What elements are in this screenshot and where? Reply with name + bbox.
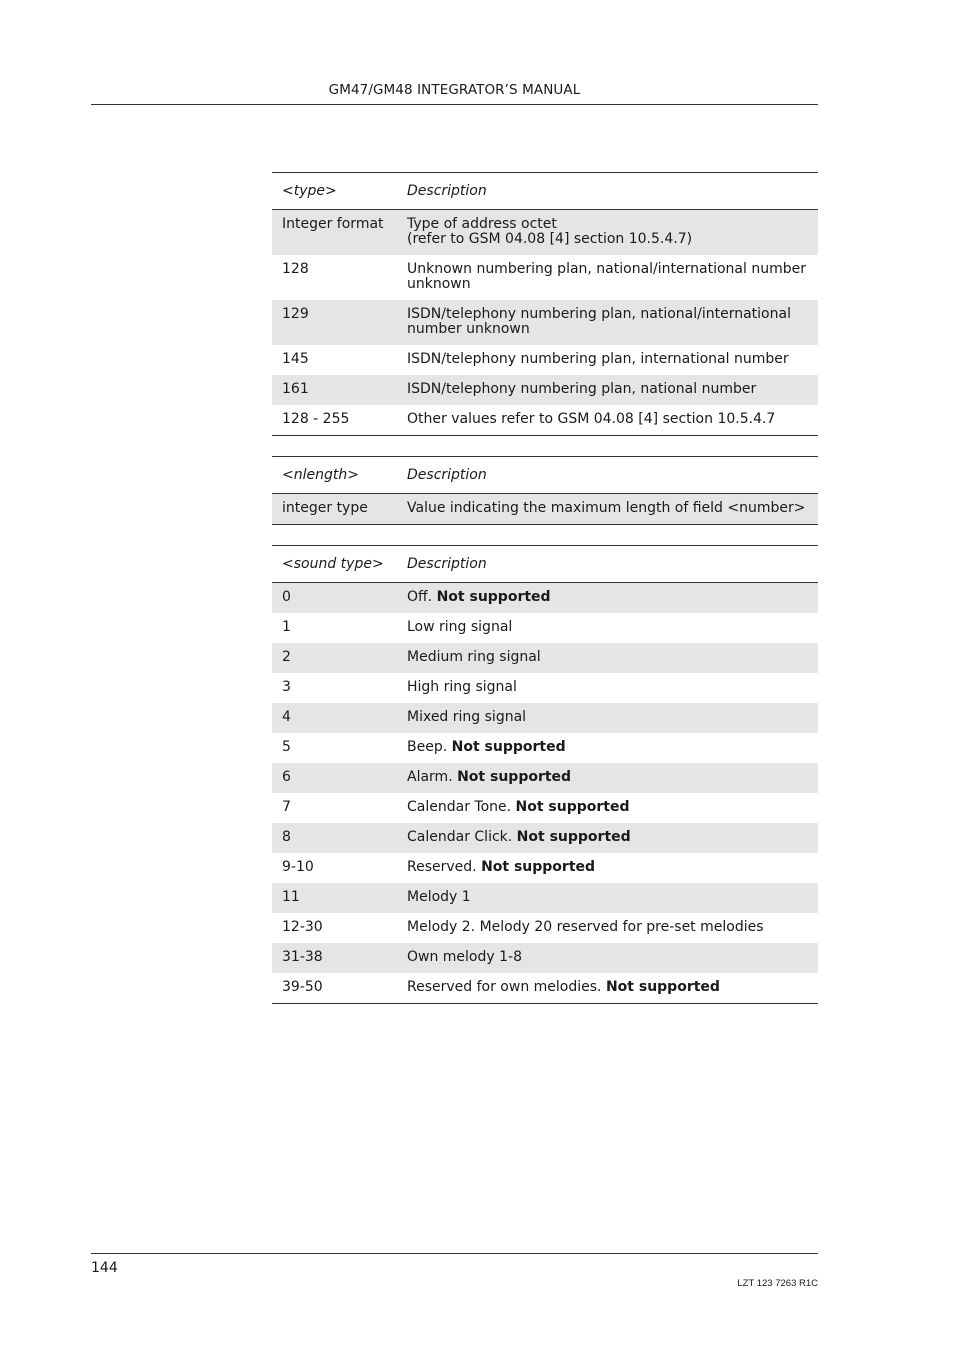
description-text: Calendar Click. xyxy=(407,829,517,845)
header-title: GM47/GM48 INTEGRATOR’S MANUAL xyxy=(328,82,581,98)
description-text: Alarm. xyxy=(407,769,458,785)
table-row xyxy=(272,673,818,703)
table-row xyxy=(272,883,818,913)
row-value: 11 xyxy=(272,883,397,913)
row-description: ISDN/telephony numbering plan, national number xyxy=(397,375,818,405)
table-row xyxy=(272,823,818,853)
row-value: integer type xyxy=(272,494,397,525)
row-description-line: Type of address octet xyxy=(407,216,557,232)
row-value: 3 xyxy=(282,679,291,695)
column-header-type: <type> xyxy=(272,173,397,210)
row-description: Melody 1 xyxy=(397,883,818,913)
row-value: 6 xyxy=(272,763,397,793)
row-description xyxy=(397,823,818,853)
table-row xyxy=(272,973,818,1004)
row-description: Melody 2. Melody 20 reserved for pre-set melodies xyxy=(407,919,764,935)
row-value: 5 xyxy=(282,739,291,755)
description-text: Reserved. xyxy=(407,859,482,875)
row-description: ISDN/telephony numbering plan, national/international number unknown xyxy=(397,300,818,345)
sound-type-parameter-table xyxy=(272,545,818,1004)
footer-rule xyxy=(91,1253,818,1254)
table-row xyxy=(272,763,818,793)
row-value: 128 - 255 xyxy=(272,405,397,436)
row-description: Unknown numbering plan, national/international number unknown xyxy=(407,261,806,292)
row-description xyxy=(397,793,818,823)
row-description: Medium ring signal xyxy=(397,643,818,673)
header-rule xyxy=(91,104,818,105)
table-row xyxy=(272,255,818,300)
row-description: Mixed ring signal xyxy=(397,703,818,733)
not-supported-note: Not supported xyxy=(436,589,551,605)
table-row xyxy=(272,345,818,375)
not-supported-note: Not supported xyxy=(457,769,572,785)
description-text: Calendar Tone. xyxy=(407,799,516,815)
row-description xyxy=(397,210,818,256)
row-description xyxy=(397,973,818,1004)
row-value: 161 xyxy=(272,375,397,405)
row-value: 31-38 xyxy=(272,943,397,973)
row-value: 1 xyxy=(282,619,291,635)
table-row xyxy=(272,613,818,643)
table-row xyxy=(272,494,818,525)
row-value: 2 xyxy=(272,643,397,673)
not-supported-note: Not supported xyxy=(605,979,720,995)
row-description: Low ring signal xyxy=(407,619,513,635)
row-description xyxy=(397,853,818,883)
description-text: Beep. xyxy=(407,739,452,755)
table-row xyxy=(272,943,818,973)
row-value: 128 xyxy=(282,261,309,277)
table-row xyxy=(272,583,818,614)
not-supported-note: Not supported xyxy=(515,799,630,815)
page-number: 144 xyxy=(91,1260,118,1276)
column-header-sound-type: <sound type> xyxy=(272,546,397,583)
row-description: Value indicating the maximum length of field <number> xyxy=(397,494,818,525)
table-header-row xyxy=(272,457,818,494)
nlength-parameter-table xyxy=(272,456,818,525)
row-description: Other values refer to GSM 04.08 [4] section 10.5.4.7 xyxy=(397,405,818,436)
row-value: 129 xyxy=(272,300,397,345)
row-value: 4 xyxy=(272,703,397,733)
table-row xyxy=(272,643,818,673)
row-value: 39-50 xyxy=(272,973,397,1004)
row-value: 9-10 xyxy=(282,859,314,875)
not-supported-note: Not supported xyxy=(481,859,596,875)
row-value: Integer format xyxy=(272,210,397,256)
row-value: 145 xyxy=(282,351,309,367)
description-text: Off. xyxy=(407,589,437,605)
row-description-line: (refer to GSM 04.08 [4] section 10.5.4.7) xyxy=(407,231,693,247)
row-description xyxy=(397,733,818,763)
not-supported-note: Not supported xyxy=(451,739,566,755)
table-row xyxy=(272,703,818,733)
row-value: 7 xyxy=(282,799,291,815)
row-value: 12-30 xyxy=(282,919,323,935)
type-parameter-table xyxy=(272,172,818,436)
table-row xyxy=(272,853,818,883)
document-id: LZT 123 7263 R1C xyxy=(737,1278,818,1289)
table-row xyxy=(272,733,818,763)
column-header-nlength: <nlength> xyxy=(272,457,397,494)
row-description: Own melody 1-8 xyxy=(397,943,818,973)
table-row xyxy=(272,793,818,823)
table-row xyxy=(272,913,818,943)
column-header-description: Description xyxy=(397,173,818,210)
not-supported-note: Not supported xyxy=(516,829,631,845)
column-header-description: Description xyxy=(397,457,818,494)
table-row xyxy=(272,405,818,436)
row-description xyxy=(397,583,818,614)
row-value: 8 xyxy=(272,823,397,853)
table-header-row xyxy=(272,173,818,210)
table-row xyxy=(272,300,818,345)
table-row xyxy=(272,210,818,256)
column-header-description: Description xyxy=(397,546,818,583)
row-description: ISDN/telephony numbering plan, international number xyxy=(407,351,789,367)
table-row xyxy=(272,375,818,405)
description-text: Reserved for own melodies. xyxy=(407,979,606,995)
row-value: 0 xyxy=(272,583,397,614)
table-header-row xyxy=(272,546,818,583)
row-description: High ring signal xyxy=(407,679,517,695)
row-description xyxy=(397,763,818,793)
